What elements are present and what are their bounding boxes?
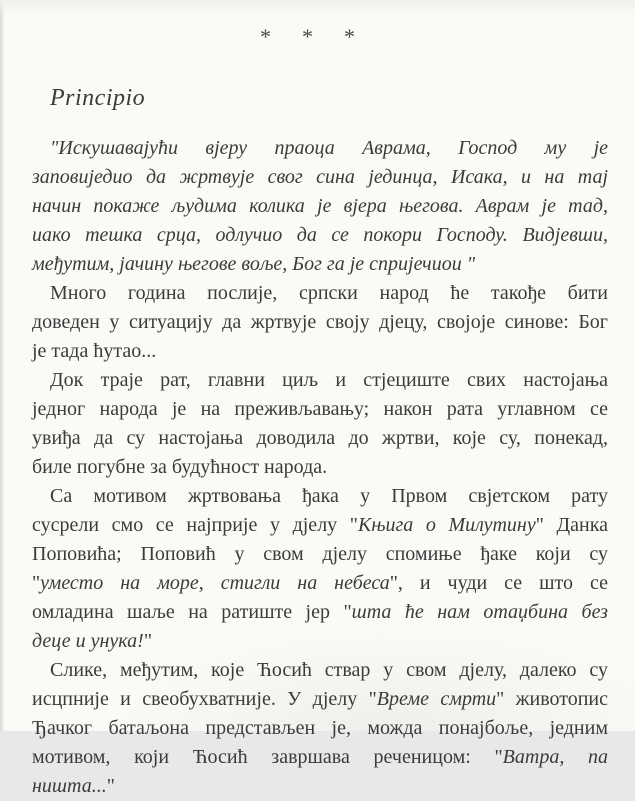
text-segment: ", и чуди се што се xyxy=(389,572,608,594)
text-line xyxy=(32,482,608,511)
text-line xyxy=(32,250,608,279)
text-line xyxy=(32,221,608,250)
text-segment: међутим, јачину његове воље, Бог га је спријечиои " xyxy=(32,253,476,275)
text-line xyxy=(32,337,608,366)
text-segment: начин покаже људима колика је вјера његова. Аврам је тад, xyxy=(32,195,608,217)
text-line xyxy=(32,627,608,656)
text-line xyxy=(32,366,608,395)
text-line xyxy=(32,134,608,163)
text-segment: увиђа да су настојања доводила до жртви, које су, понекад, xyxy=(32,427,608,449)
text-segment: " животопис xyxy=(496,688,608,710)
text-segment: Са мотивом жртвовања ђака у Првом свјетском рату xyxy=(50,485,608,507)
text-segment: омладина шаље на ратиште јер " xyxy=(32,601,352,623)
text-segment: ништа... xyxy=(32,775,107,797)
text-line xyxy=(32,453,608,482)
text-segment: Слике, међутим, које Ћосић ствар у свом дјелу, далеко су xyxy=(50,659,608,681)
text-segment: иако тешка срца, одлучио да се покори Господу. Видјевши, xyxy=(32,224,608,246)
text-line xyxy=(32,569,608,598)
section-divider xyxy=(20,0,595,48)
chapter-heading: Principio xyxy=(50,85,146,111)
text-line xyxy=(32,540,608,569)
text-line xyxy=(32,424,608,453)
text-line xyxy=(32,685,608,714)
text-line xyxy=(32,192,608,221)
text-line xyxy=(32,279,608,308)
text-segment: мотивом, који Ћосић завршава реченицом: " xyxy=(32,746,503,768)
text-segment: Много година послије, српски народ ће такође бити xyxy=(50,282,608,304)
text-segment: " Данка xyxy=(535,514,609,536)
text-line xyxy=(32,395,608,424)
text-segment: "Искушавајући вјеру праоца Аврама, Господ му је xyxy=(50,137,608,159)
paragraph xyxy=(32,482,608,656)
text-segment: " xyxy=(106,775,115,797)
asterisk-icon: * xyxy=(344,24,355,49)
text-segment: Књига о Милутину xyxy=(357,514,536,536)
text-line xyxy=(32,163,608,192)
text-line xyxy=(32,656,608,685)
text-segment: исцпније и свеобухватније. У дјелу " xyxy=(32,688,377,710)
paragraph xyxy=(32,279,608,366)
paragraph xyxy=(32,134,608,279)
text-line xyxy=(32,772,608,801)
asterisk-icon: * xyxy=(260,24,271,49)
text-segment: заповиједио да жртвује свог сина јединца, Исака, и на тај xyxy=(32,166,608,188)
text-segment: уместо на море, стигли на небеса xyxy=(40,572,390,594)
text-segment: је тада ћутао... xyxy=(32,340,157,362)
text-segment: Ђачког батаљона представљен је, можда понајбоље, једним xyxy=(32,717,608,739)
text-segment: Док траје рат, главни циљ и стјециште свих настојања xyxy=(50,369,608,391)
body-text xyxy=(32,134,608,801)
text-segment: " xyxy=(143,630,152,652)
asterisk-icon: * xyxy=(302,24,313,49)
text-segment: Поповића; Поповић у свом дјелу спомиње ђаке који су xyxy=(32,543,608,565)
text-segment: деце и унука! xyxy=(32,630,144,652)
text-line xyxy=(32,598,608,627)
text-segment: Време смрти xyxy=(376,688,497,710)
paragraph xyxy=(32,656,608,801)
text-segment: биле погубне за будућност народа. xyxy=(32,456,328,478)
text-segment: шта ће нам отаџбина без xyxy=(351,601,608,623)
text-segment: " xyxy=(32,572,41,594)
text-line xyxy=(32,511,608,540)
text-segment: једног народа је на преживљавању; након рата углавном се xyxy=(32,398,608,420)
text-line xyxy=(32,714,608,743)
text-segment: Ватра, па xyxy=(502,746,608,768)
text-line xyxy=(32,743,608,772)
text-segment: доведен у ситуацију да жртвује своју дјецу, својоје синове: Бог xyxy=(32,311,608,333)
text-segment: сусрели смо се најприје у дјелу " xyxy=(32,514,358,536)
text-line xyxy=(32,308,608,337)
paragraph xyxy=(32,366,608,482)
